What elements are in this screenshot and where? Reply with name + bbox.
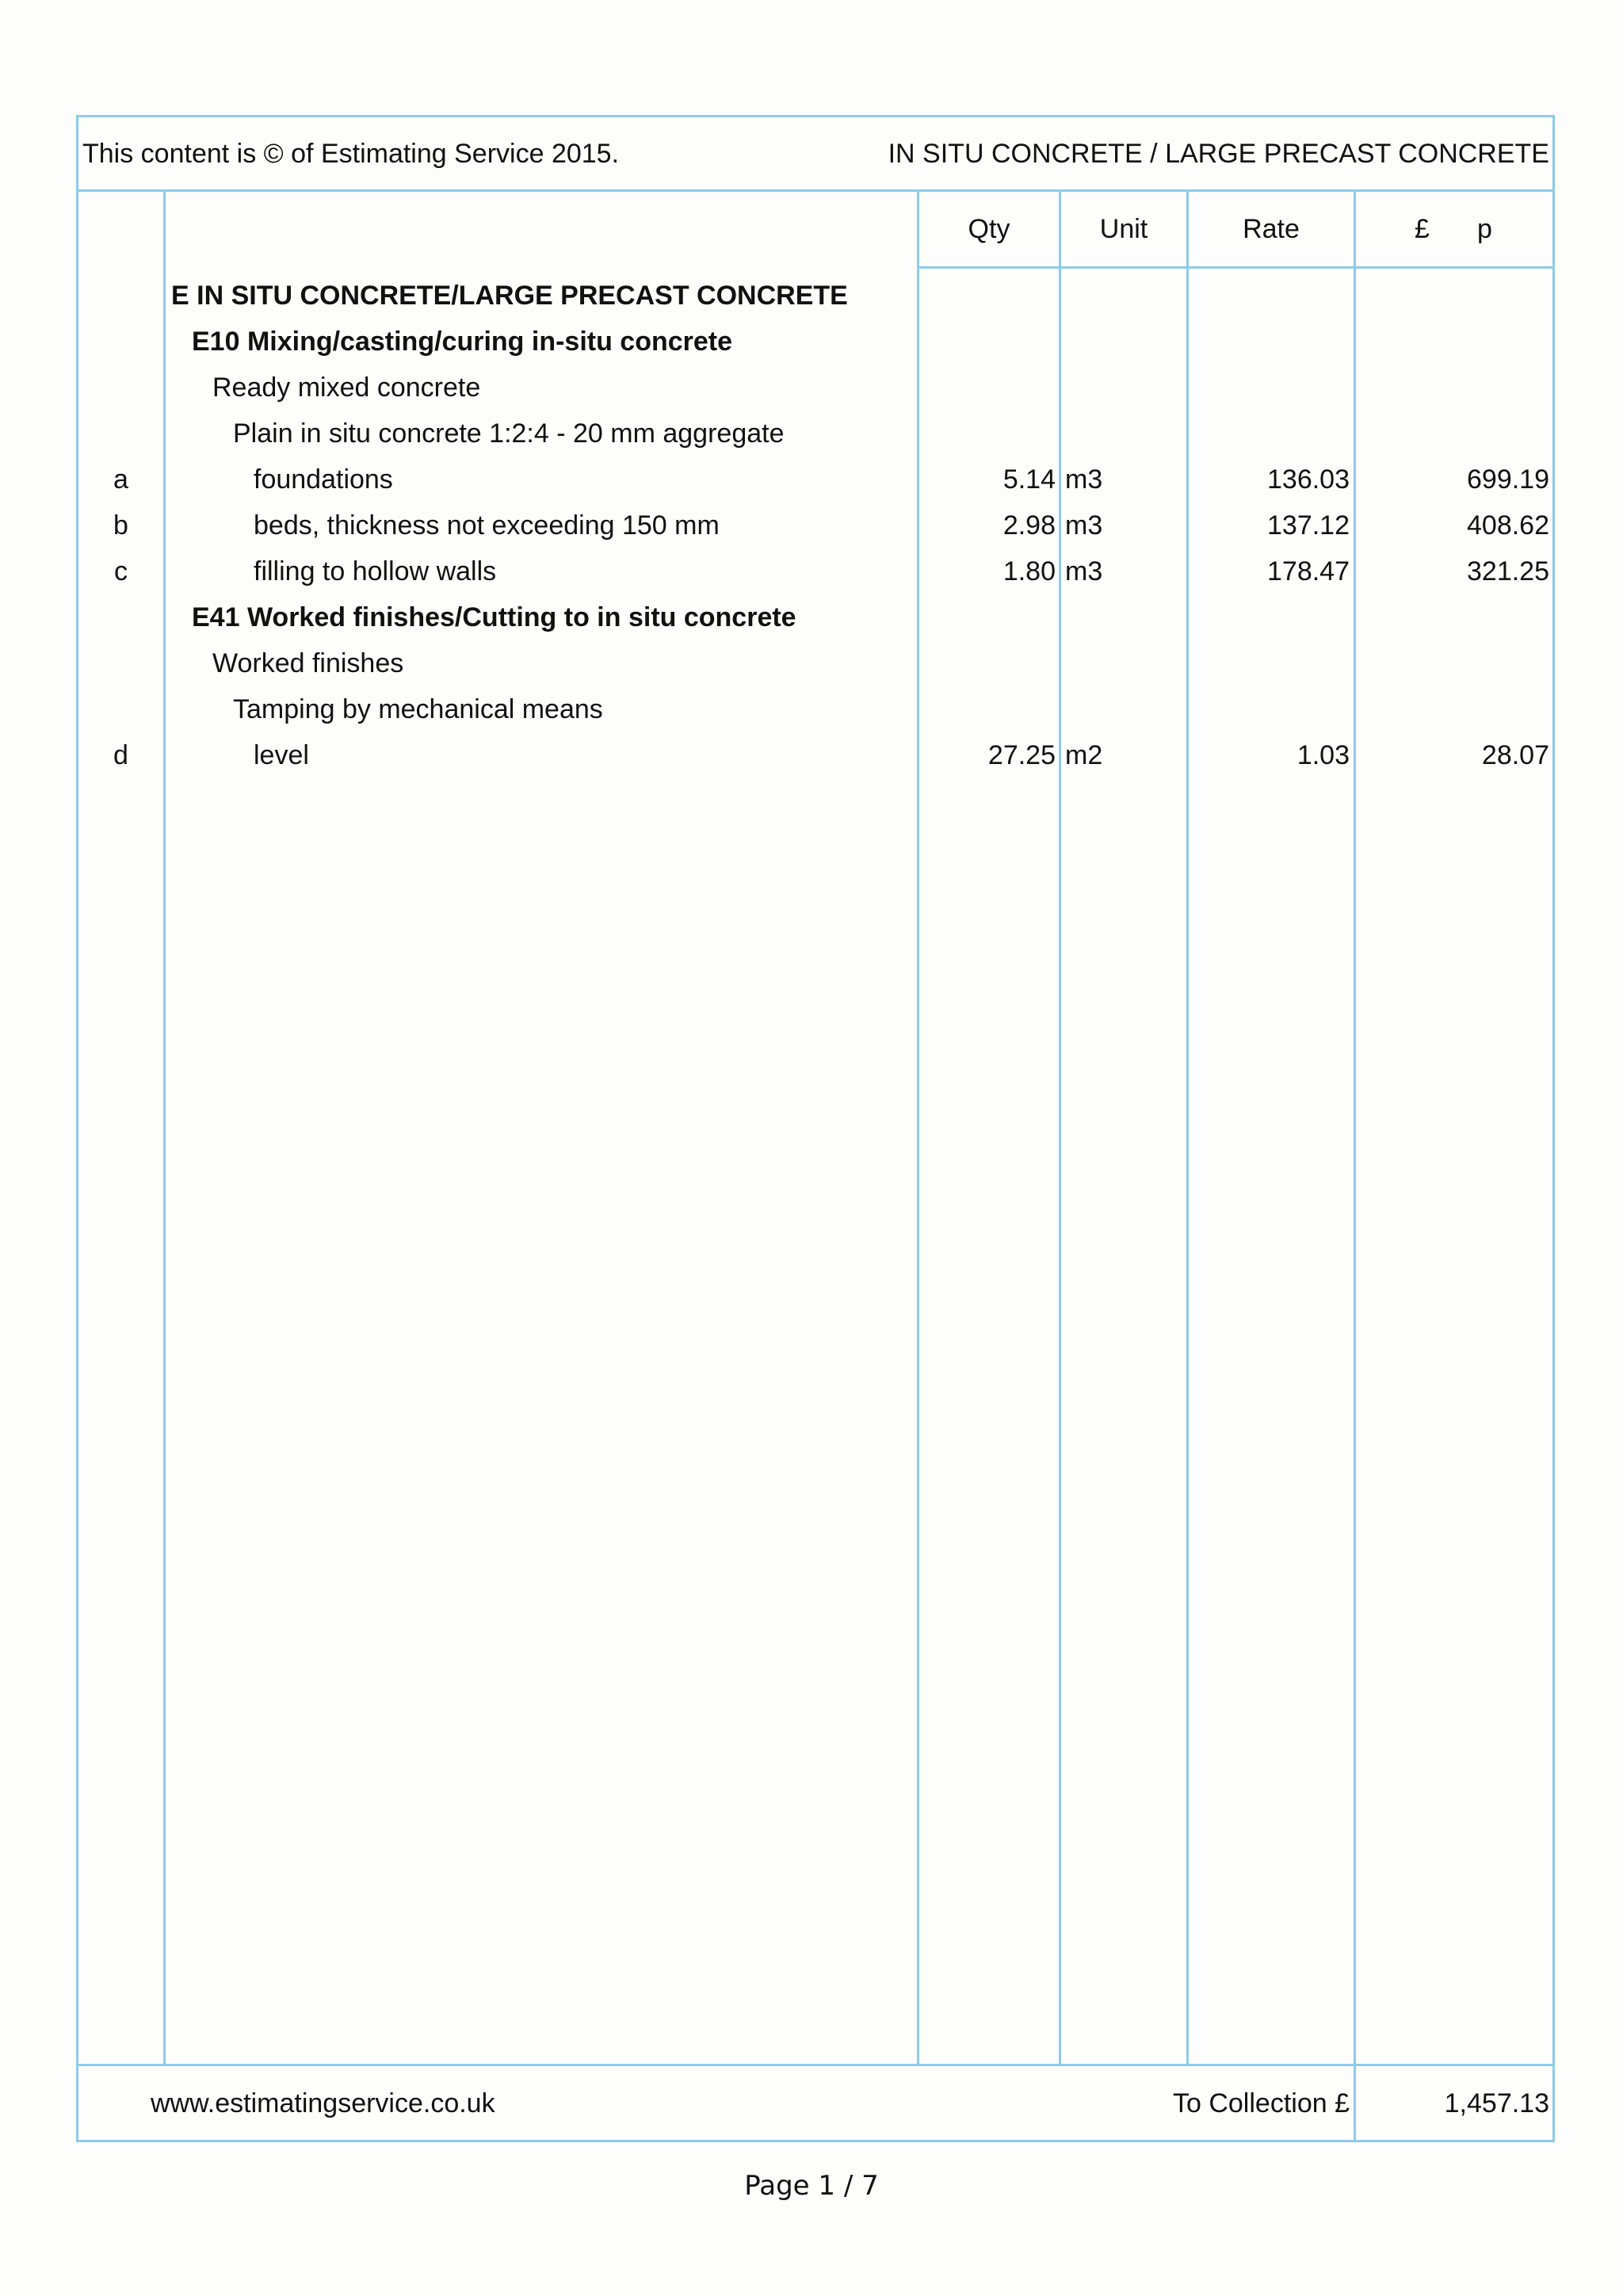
item-rate: 137.12: [1267, 510, 1350, 541]
e10-heading: E10 Mixing/casting/curing in-situ concrete: [192, 327, 733, 357]
item-total: 408.62: [1467, 510, 1549, 541]
item-description: filling to hollow walls: [254, 556, 497, 586]
copyright-notice: This content is © of Estimating Service 2015.: [82, 139, 620, 169]
header-divider: [76, 189, 1555, 192]
item-qty: 1.80: [1002, 556, 1056, 586]
website-link[interactable]: www.estimatingservice.co.uk: [151, 2088, 495, 2118]
ref-column-divider: [163, 189, 166, 2066]
item-unit: m3: [1065, 510, 1103, 541]
collection-total: 1,457.13: [1444, 2088, 1549, 2118]
item-qty: 27.25: [987, 740, 1056, 770]
item-unit: m2: [1065, 740, 1103, 770]
collection-label: To Collection £: [1172, 2088, 1350, 2118]
page-number: Page 1 / 7: [744, 2170, 879, 2202]
column-header-divider: [917, 266, 1555, 269]
column-header-pence: p: [1477, 214, 1492, 244]
item-qty: 5.14: [1002, 464, 1056, 495]
item-rate: 136.03: [1267, 464, 1350, 495]
item-total: 699.19: [1467, 464, 1549, 495]
item-ref: c: [114, 556, 128, 586]
e41-subsubheading: Tamping by mechanical means: [233, 694, 603, 724]
qty-column-divider: [1059, 189, 1061, 2066]
section-title: IN SITU CONCRETE / LARGE PRECAST CONCRETE: [888, 139, 1549, 169]
item-description: level: [254, 740, 309, 770]
item-ref: d: [113, 740, 128, 770]
column-header-pounds: £: [1415, 214, 1430, 244]
item-total: 321.25: [1467, 556, 1549, 586]
e41-subheading: Worked finishes: [212, 648, 404, 678]
item-description: beds, thickness not exceeding 150 mm: [254, 510, 720, 541]
e41-heading: E41 Worked finishes/Cutting to in situ concrete: [192, 602, 796, 632]
item-qty: 2.98: [1002, 510, 1056, 541]
column-header-qty: Qty: [968, 214, 1010, 244]
footer-divider: [76, 2064, 1555, 2066]
item-ref: b: [113, 510, 128, 541]
item-unit: m3: [1065, 556, 1103, 586]
item-rate: 178.47: [1267, 556, 1350, 586]
item-description: foundations: [254, 464, 393, 495]
e10-subsubheading: Plain in situ concrete 1:2:4 - 20 mm aggregate: [233, 418, 785, 449]
e10-subheading: Ready mixed concrete: [212, 372, 481, 403]
item-total: 28.07: [1481, 740, 1549, 770]
item-unit: m3: [1065, 464, 1103, 495]
item-rate: 1.03: [1296, 740, 1350, 770]
item-ref: a: [113, 464, 128, 495]
section-heading: E IN SITU CONCRETE/LARGE PRECAST CONCRETE: [171, 281, 848, 311]
column-header-rate: Rate: [1243, 214, 1300, 244]
column-header-unit: Unit: [1099, 214, 1148, 244]
